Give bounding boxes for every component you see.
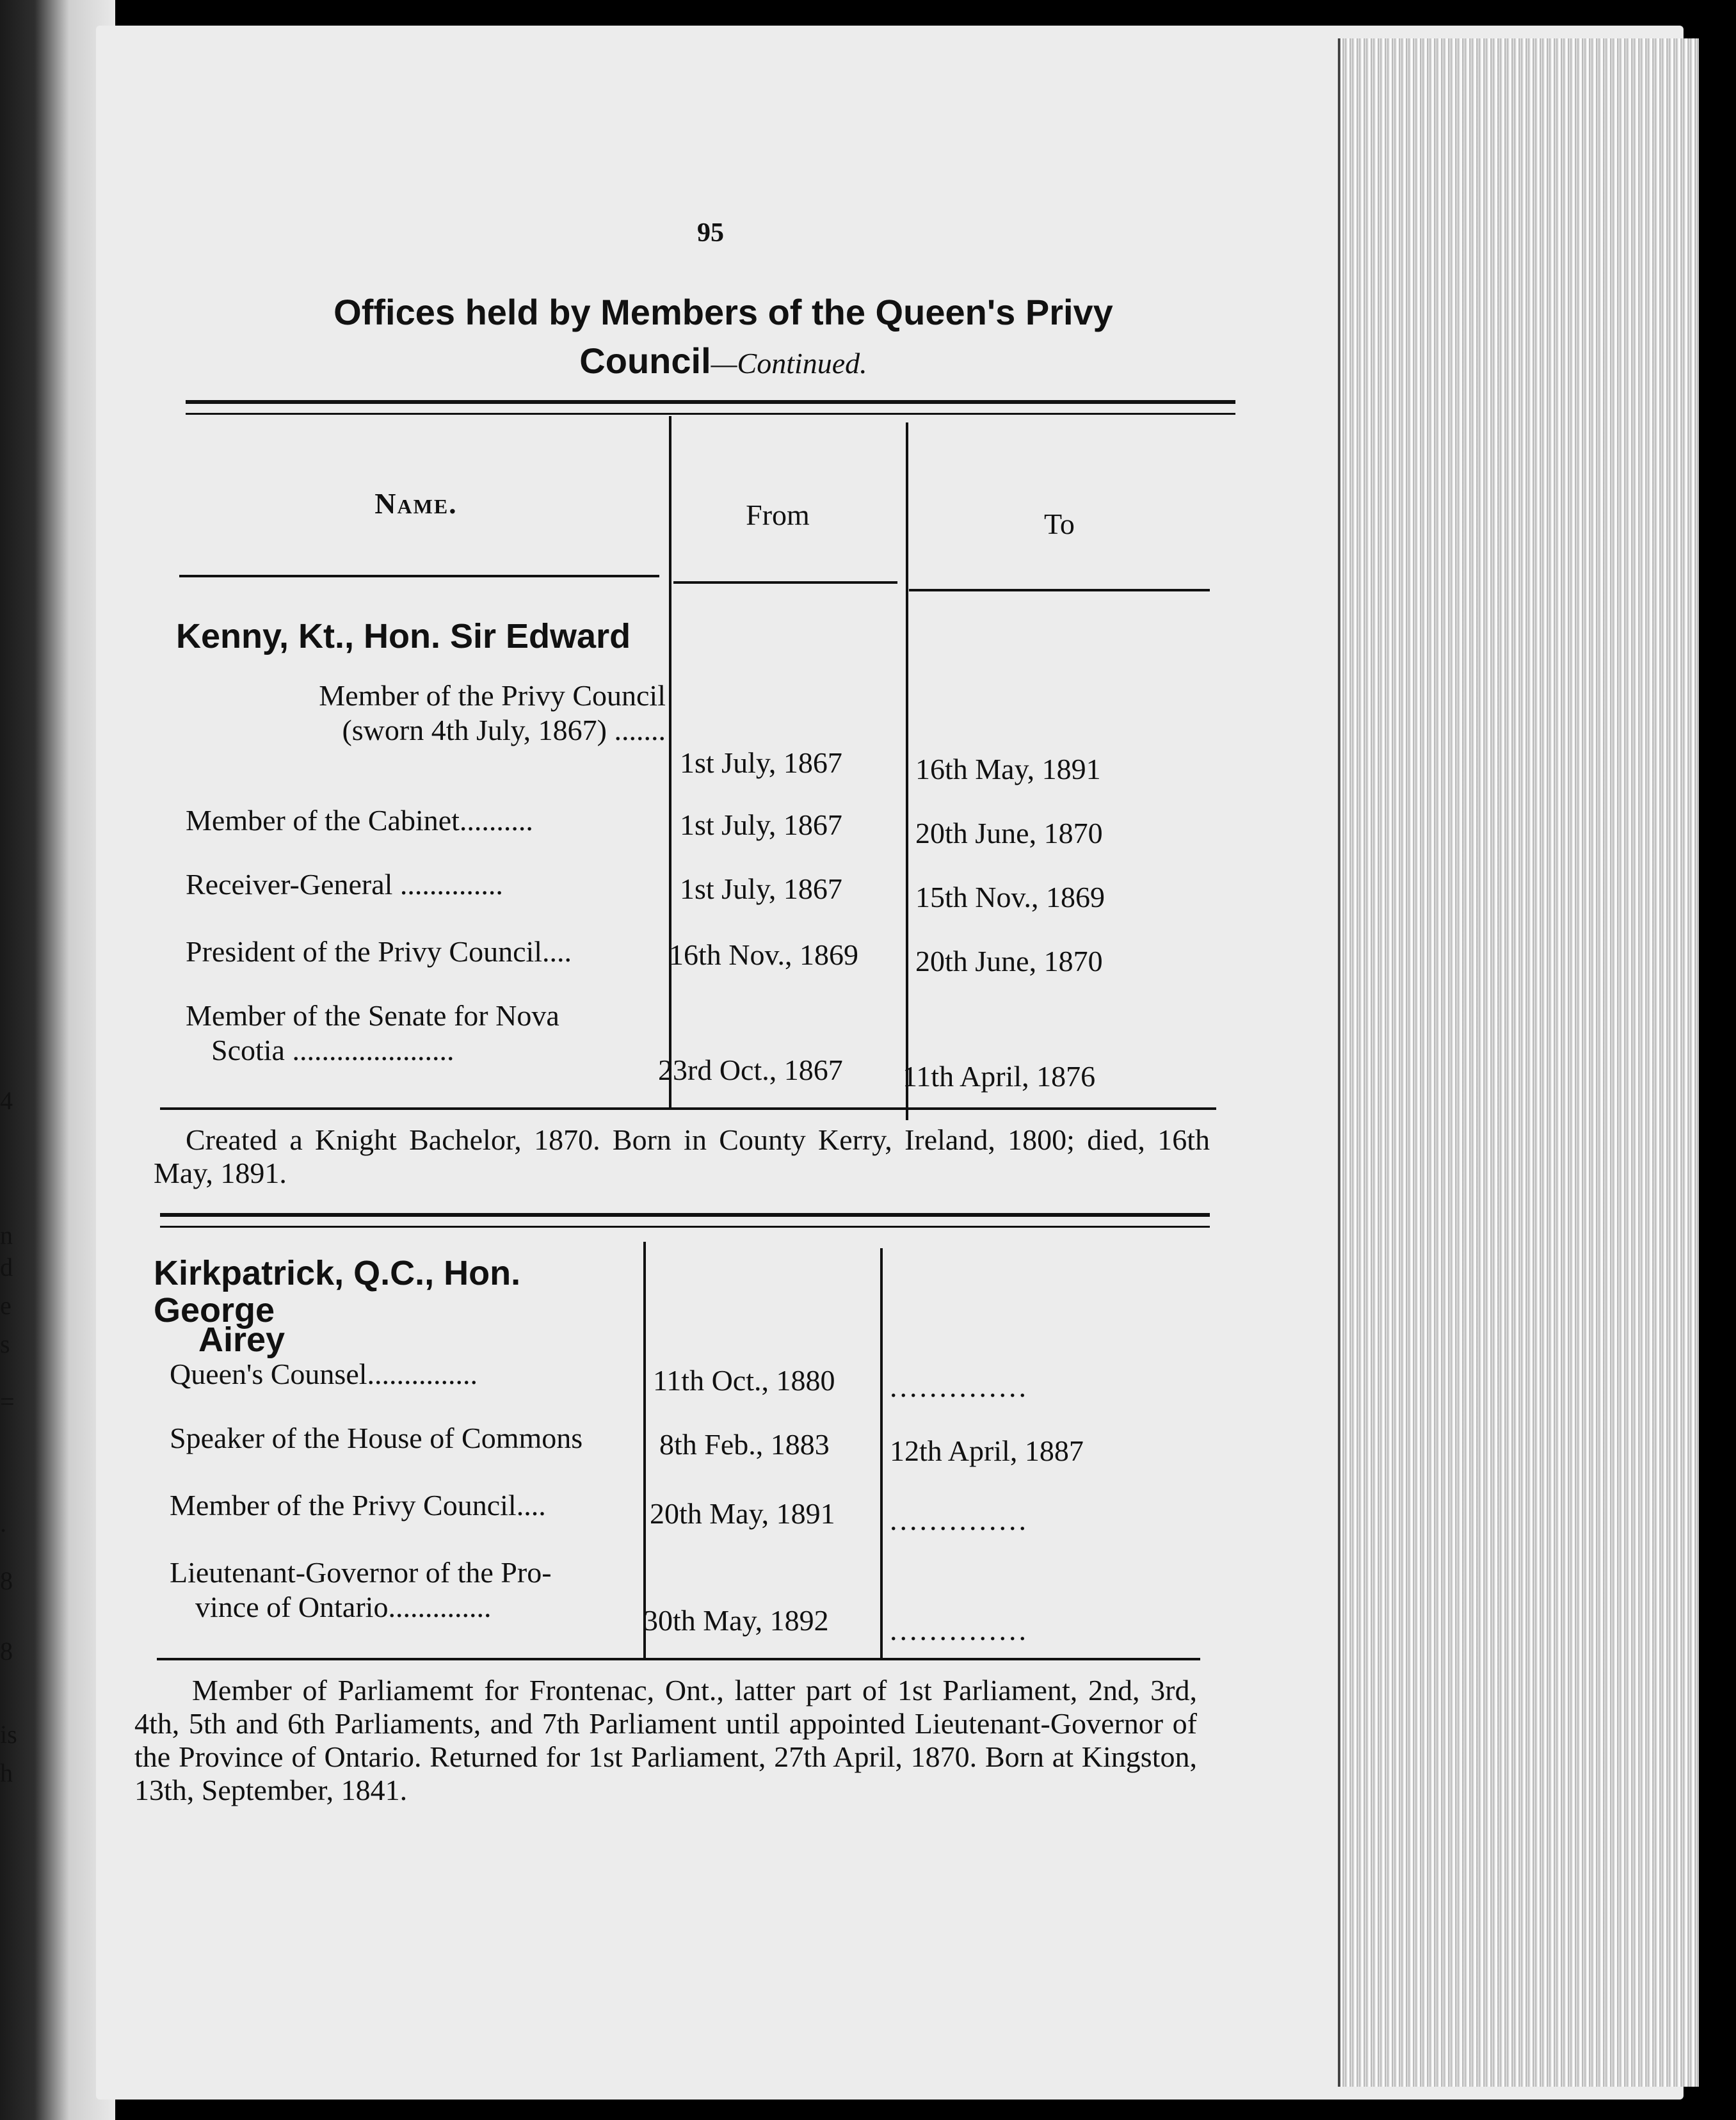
margin-glyph: e bbox=[0, 1291, 12, 1320]
from-date: 1st July, 1867 bbox=[680, 872, 842, 905]
to-date: .............. bbox=[890, 1614, 1029, 1646]
margin-glyph: d bbox=[0, 1253, 13, 1281]
office-name bbox=[186, 999, 659, 1068]
office-line: Member of the Privy Council bbox=[319, 679, 666, 712]
column-divider-2 bbox=[906, 422, 908, 1120]
to-date: .............. bbox=[890, 1504, 1029, 1536]
book-page-edges bbox=[1338, 38, 1699, 2087]
from-date: 20th May, 1891 bbox=[650, 1497, 835, 1530]
page-content bbox=[96, 26, 1338, 2100]
margin-glyph: is bbox=[0, 1720, 17, 1749]
header-to: To bbox=[1044, 508, 1075, 540]
section-rule bbox=[157, 1658, 1200, 1660]
margin-glyph: . bbox=[0, 1509, 6, 1538]
title-line-1: Offices held by Members of the Queen's Privy bbox=[334, 292, 1113, 332]
from-date: 16th Nov., 1869 bbox=[669, 938, 859, 971]
title-line-2 bbox=[224, 337, 1223, 388]
to-date: .............. bbox=[890, 1370, 1029, 1403]
header-rule-name bbox=[179, 575, 659, 577]
page-title bbox=[224, 288, 1223, 388]
to-date: 12th April, 1887 bbox=[890, 1434, 1084, 1467]
office-name bbox=[170, 1555, 637, 1625]
to-date: 16th May, 1891 bbox=[915, 753, 1101, 785]
margin-glyph: 8 bbox=[0, 1637, 13, 1666]
margin-glyph: s bbox=[0, 1329, 10, 1358]
header-from: From bbox=[746, 499, 810, 531]
section-double-rule bbox=[160, 1213, 1210, 1228]
biographical-note: Created a Knight Bachelor, 1870. Born in County Kerry, Ireland, 1800; died, 16th May, 1891. bbox=[154, 1123, 1210, 1189]
person-name-line: Kirkpatrick, Q.C., Hon. George bbox=[154, 1254, 521, 1329]
from-date: 23rd Oct., 1867 bbox=[658, 1054, 843, 1086]
margin-glyph: n bbox=[0, 1221, 13, 1249]
person-name-line: Airey bbox=[198, 1321, 285, 1359]
office-name: President of the Privy Council.... bbox=[186, 935, 572, 968]
margin-glyph: = bbox=[0, 1387, 15, 1416]
office-name: Member of the Cabinet.......... bbox=[186, 804, 533, 837]
office-line: (sworn 4th July, 1867) ....... bbox=[342, 714, 666, 746]
header-name: Name. bbox=[374, 487, 458, 520]
person-name-kirkpatrick bbox=[154, 1255, 647, 1358]
to-date: 20th June, 1870 bbox=[915, 945, 1103, 977]
from-date: 11th Oct., 1880 bbox=[653, 1364, 835, 1397]
person-name-kenny: Kenny, Kt., Hon. Sir Edward bbox=[176, 617, 631, 655]
top-double-rule bbox=[186, 400, 1235, 415]
title-continued: —Continued. bbox=[711, 347, 867, 380]
office-name: Speaker of the House of Commons bbox=[170, 1422, 583, 1454]
title-council: Council bbox=[579, 341, 711, 381]
office-line: Lieutenant-Governor of the Pro- bbox=[170, 1556, 552, 1589]
office-name: Queen's Counsel............... bbox=[170, 1358, 478, 1390]
margin-glyph: h bbox=[0, 1758, 13, 1787]
office-line: Member of the Senate for Nova bbox=[186, 999, 559, 1032]
office-name: Member of the Privy Council.... bbox=[170, 1489, 546, 1522]
from-date: 30th May, 1892 bbox=[643, 1604, 829, 1637]
to-date: 11th April, 1876 bbox=[903, 1060, 1096, 1093]
to-date: 15th Nov., 1869 bbox=[915, 881, 1105, 913]
office-name bbox=[192, 679, 666, 748]
office-line: vince of Ontario.............. bbox=[195, 1591, 492, 1623]
column-divider-1 bbox=[669, 416, 671, 1107]
header-rule-from bbox=[673, 581, 897, 584]
to-date: 20th June, 1870 bbox=[915, 817, 1103, 849]
header-rule-to bbox=[909, 589, 1210, 591]
from-date: 8th Feb., 1883 bbox=[659, 1428, 830, 1461]
margin-glyph: 4 bbox=[0, 1086, 13, 1115]
section-rule bbox=[160, 1107, 1216, 1110]
from-date: 1st July, 1867 bbox=[680, 808, 842, 841]
office-line: Scotia ...................... bbox=[211, 1034, 454, 1066]
biographical-note: Member of Parliamemt for Frontenac, Ont., latter part of 1st Parliament, 2nd, 3rd, 4th, 5th and 6th Parliaments, and 7th Parliament until appointed Lieutenant-Governor of the Province of Ontario. Returned for 1st Parliament, 27th April, 1870. Born at Kingston, 13th, September, 1841. bbox=[134, 1674, 1197, 1806]
office-name: Receiver-General .............. bbox=[186, 868, 503, 901]
margin-glyph: 8 bbox=[0, 1566, 13, 1595]
page-number: 95 bbox=[697, 218, 724, 248]
from-date: 1st July, 1867 bbox=[680, 746, 842, 779]
column-divider-2 bbox=[880, 1248, 883, 1658]
